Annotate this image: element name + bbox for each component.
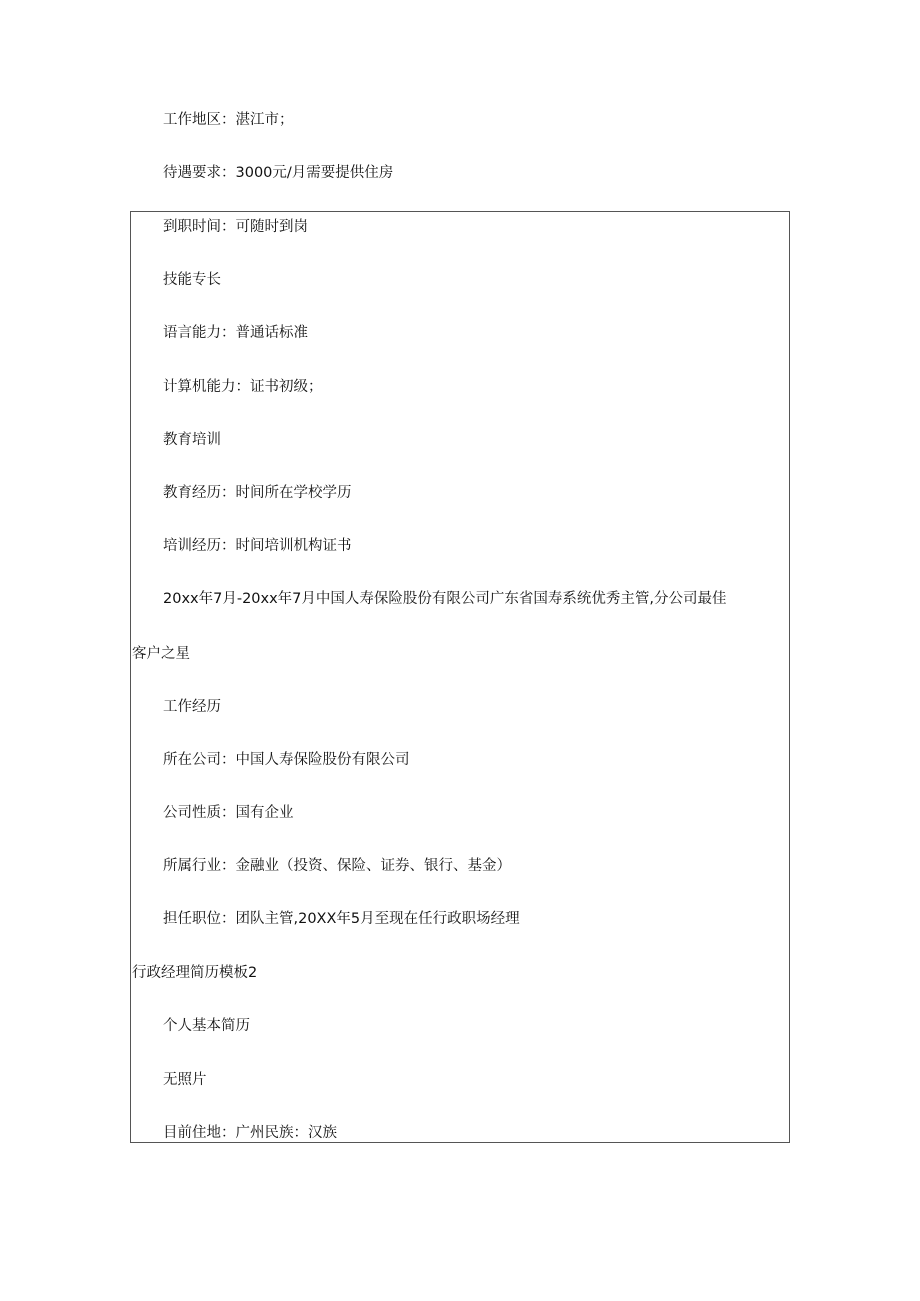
company-type: 公司性质：国有企业: [163, 805, 294, 821]
award-line: 20xx年7月-20xx年7月中国人寿保险股份有限公司广东省国寿系统优秀主管,分公司最佳: [163, 591, 727, 607]
template-title: 行政经理简历模板2: [132, 965, 258, 981]
award-line-continued: 客户之星: [132, 646, 190, 662]
work-location: 工作地区：湛江市；: [163, 112, 294, 128]
content-frame: [130, 211, 790, 1143]
language-ability: 语言能力：普通话标准: [163, 325, 308, 341]
company-name: 所在公司：中国人寿保险股份有限公司: [163, 752, 410, 768]
computer-ability: 计算机能力：证书初级；: [163, 379, 323, 395]
work-history-heading: 工作经历: [163, 699, 221, 715]
start-date: 到职时间：可随时到岗: [163, 219, 308, 235]
no-photo: 无照片: [163, 1072, 207, 1088]
residence-ethnicity: 目前住地：广州民族：汉族: [163, 1125, 337, 1141]
training-history: 培训经历：时间培训机构证书: [163, 538, 352, 554]
industry: 所属行业：金融业（投资、保险、证券、银行、基金）: [163, 858, 511, 874]
basic-resume-heading: 个人基本简历: [163, 1018, 250, 1034]
education-history: 教育经历：时间所在学校学历: [163, 485, 352, 501]
position: 担任职位：团队主管,20XX年5月至现在任行政职场经理: [163, 911, 520, 927]
education-heading: 教育培训: [163, 432, 221, 448]
salary-requirement: 待遇要求：3000元/月需要提供住房: [163, 165, 394, 181]
skills-heading: 技能专长: [163, 272, 221, 288]
